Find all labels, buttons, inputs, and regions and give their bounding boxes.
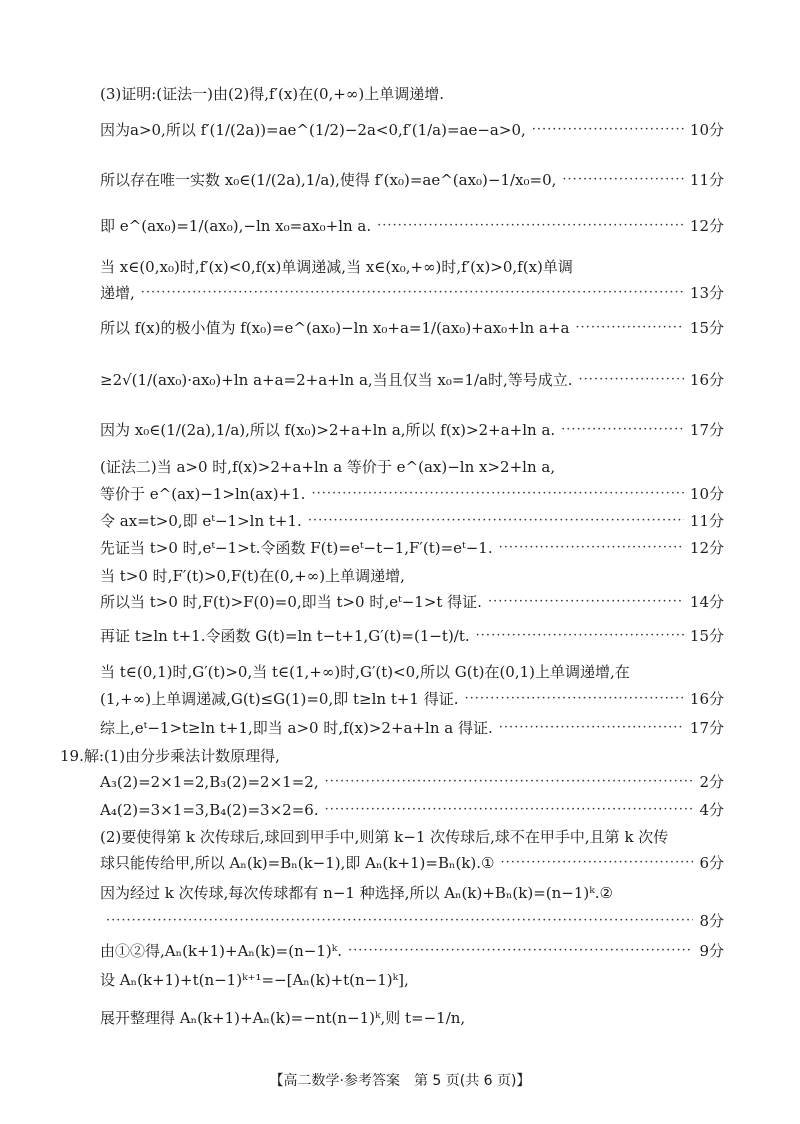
- line-text: A₄(2)=3×1=3,B₄(2)=3×2=6.: [100, 801, 319, 819]
- answer-line: [100, 827, 724, 847]
- answer-line: [100, 370, 724, 390]
- answer-line: [100, 941, 724, 961]
- score-label: 16分: [689, 371, 724, 389]
- answer-line: [100, 970, 724, 990]
- answer-line: [100, 662, 724, 682]
- line-text: 综上,eᵗ−1>t≥ln t+1,即当 a>0 时,f(x)>2+a+ln a 得证.: [100, 719, 493, 737]
- line-text: A₃(2)=2×1=2,B₃(2)=2×1=2,: [100, 773, 319, 791]
- score-label: 12分: [689, 217, 724, 235]
- answer-line: [100, 283, 724, 303]
- leader-dots: [476, 626, 684, 646]
- score-label: 11分: [689, 171, 724, 189]
- score-label: 14分: [689, 593, 724, 611]
- answer-line: [100, 170, 724, 190]
- leader-dots: [562, 170, 683, 190]
- score-label: 12分: [689, 539, 724, 557]
- score-label: 8分: [699, 912, 724, 930]
- line-text: 等价于 e^(ax)−1>ln(ax)+1.: [100, 485, 306, 503]
- leader-dots: [499, 538, 684, 558]
- answer-line: [100, 718, 724, 738]
- line-text: (证法二)当 a>0 时,f(x)>2+a+ln a 等价于 e^(ax)−ln x>2+ln a,: [100, 458, 556, 476]
- line-text: 令 ax=t>0,即 eᵗ−1>ln t+1.: [100, 512, 302, 530]
- line-text: 递增,: [100, 284, 135, 302]
- leader-dots: [348, 941, 693, 961]
- line-text: 19.解:(1)由分步乘法计数原理得,: [60, 747, 280, 765]
- score-label: 6分: [699, 854, 724, 872]
- score-label: 15分: [689, 627, 724, 645]
- line-text: 所以存在唯一实数 x₀∈(1/(2a),1/a),使得 f′(x₀)=ae^(ax₀)−1/x₀=0,: [100, 171, 557, 189]
- line-text: ≥2√(1/(ax₀)·ax₀)+ln a+a=2+a+ln a,当且仅当 x₀=1/a时,等号成立.: [100, 371, 573, 389]
- leader-dots: [465, 689, 684, 709]
- leader-dots: [377, 216, 684, 236]
- score-label: 4分: [699, 801, 724, 819]
- score-label: 17分: [689, 719, 724, 737]
- answer-line: [100, 538, 724, 558]
- line-text: (1,+∞)上单调递减,G(t)≤G(1)=0,即 t≥ln t+1 得证.: [100, 690, 459, 708]
- leader-dots: [325, 800, 694, 820]
- answer-line: [100, 216, 724, 236]
- answer-line: [100, 592, 724, 612]
- score-label: 10分: [689, 121, 724, 139]
- line-text: 先证当 t>0 时,eᵗ−1>t.令函数 F(t)=eᵗ−t−1,F′(t)=eᵗ−1.: [100, 539, 493, 557]
- answer-line: [100, 84, 724, 104]
- line-text: (3)证明:(证法一)由(2)得,f′(x)在(0,+∞)上单调递增.: [100, 85, 444, 103]
- score-label: 15分: [689, 319, 724, 337]
- leader-dots: [561, 420, 684, 440]
- answer-line: [100, 1008, 724, 1028]
- answer-line: [100, 457, 724, 477]
- answer-line: [100, 883, 724, 903]
- line-text: 再证 t≥ln t+1.令函数 G(t)=ln t−t+1,G′(t)=(1−t)/t.: [100, 627, 470, 645]
- answer-line: [100, 566, 724, 586]
- answer-line: [60, 746, 724, 766]
- score-label: 10分: [689, 485, 724, 503]
- answer-line: [100, 420, 724, 440]
- score-label: 11分: [689, 512, 724, 530]
- answer-line: [100, 257, 724, 277]
- line-text: 当 t>0 时,F′(t)>0,F(t)在(0,+∞)上单调递增,: [100, 567, 405, 585]
- line-text: 因为a>0,所以 f′(1/(2a))=ae^(1/2)−2a<0,f′(1/a)=ae−a>0,: [100, 121, 526, 139]
- score-label: 16分: [689, 690, 724, 708]
- line-text: (2)要使得第 k 次传球后,球回到甲手中,则第 k−1 次传球后,球不在甲手中,且第 k 次传: [100, 828, 669, 846]
- leader-dots: [141, 283, 684, 303]
- line-text: 所以当 t>0 时,F(t)>F(0)=0,即当 t>0 时,eᵗ−1>t 得证.: [100, 593, 482, 611]
- line-text: 因为经过 k 次传球,每次传球都有 n−1 种选择,所以 Aₙ(k)+Bₙ(k)=(n−1)ᵏ.②: [100, 884, 613, 902]
- leader-dots: [308, 511, 684, 531]
- leader-dots: [325, 772, 694, 792]
- score-label: 13分: [689, 284, 724, 302]
- answer-line: [100, 800, 724, 820]
- score-label: 9分: [699, 942, 724, 960]
- line-text: 当 x∈(0,x₀)时,f′(x)<0,f(x)单调递减,当 x∈(x₀,+∞)时,f′(x)>0,f(x)单调: [100, 258, 573, 276]
- line-text: 因为 x₀∈(1/(2a),1/a),所以 f(x₀)>2+a+ln a,所以 f(x)>2+a+ln a.: [100, 421, 556, 439]
- leader-dots: [106, 911, 693, 931]
- leader-dots: [579, 370, 684, 390]
- answer-line: [100, 689, 724, 709]
- answer-line: [100, 853, 724, 873]
- leader-dots: [575, 318, 683, 338]
- answer-line: [100, 120, 724, 140]
- score-label: 2分: [699, 773, 724, 791]
- line-text: 由①②得,Aₙ(k+1)+Aₙ(k)=(n−1)ᵏ.: [100, 942, 342, 960]
- answer-line: [100, 318, 724, 338]
- line-text: 球只能传给甲,所以 Aₙ(k)=Bₙ(k−1),即 Aₙ(k+1)=Bₙ(k).①: [100, 854, 495, 872]
- answer-line: [100, 484, 724, 504]
- answer-line: [100, 772, 724, 792]
- answer-line: [100, 911, 724, 931]
- line-text: 所以 f(x)的极小值为 f(x₀)=e^(ax₀)−ln x₀+a=1/(ax₀)+ax₀+ln a+a: [100, 319, 570, 337]
- leader-dots: [532, 120, 684, 140]
- answer-line: [100, 511, 724, 531]
- answer-line: [100, 626, 724, 646]
- leader-dots: [488, 592, 684, 612]
- leader-dots: [499, 718, 684, 738]
- leader-dots: [311, 484, 683, 504]
- line-text: 即 e^(ax₀)=1/(ax₀),−ln x₀=ax₀+ln a.: [100, 217, 372, 235]
- score-label: 17分: [689, 421, 724, 439]
- line-text: 设 Aₙ(k+1)+t(n−1)ᵏ⁺¹=−[Aₙ(k)+t(n−1)ᵏ],: [100, 971, 409, 989]
- leader-dots: [501, 853, 694, 873]
- line-text: 展开整理得 Aₙ(k+1)+Aₙ(k)=−nt(n−1)ᵏ,则 t=−1/n,: [100, 1009, 466, 1027]
- line-text: 当 t∈(0,1)时,G′(t)>0,当 t∈(1,+∞)时,G′(t)<0,所以 G(t)在(0,1)上单调递增,在: [100, 663, 630, 681]
- page-footer: 【高二数学·参考答案 第 5 页(共 6 页)】: [269, 1073, 531, 1089]
